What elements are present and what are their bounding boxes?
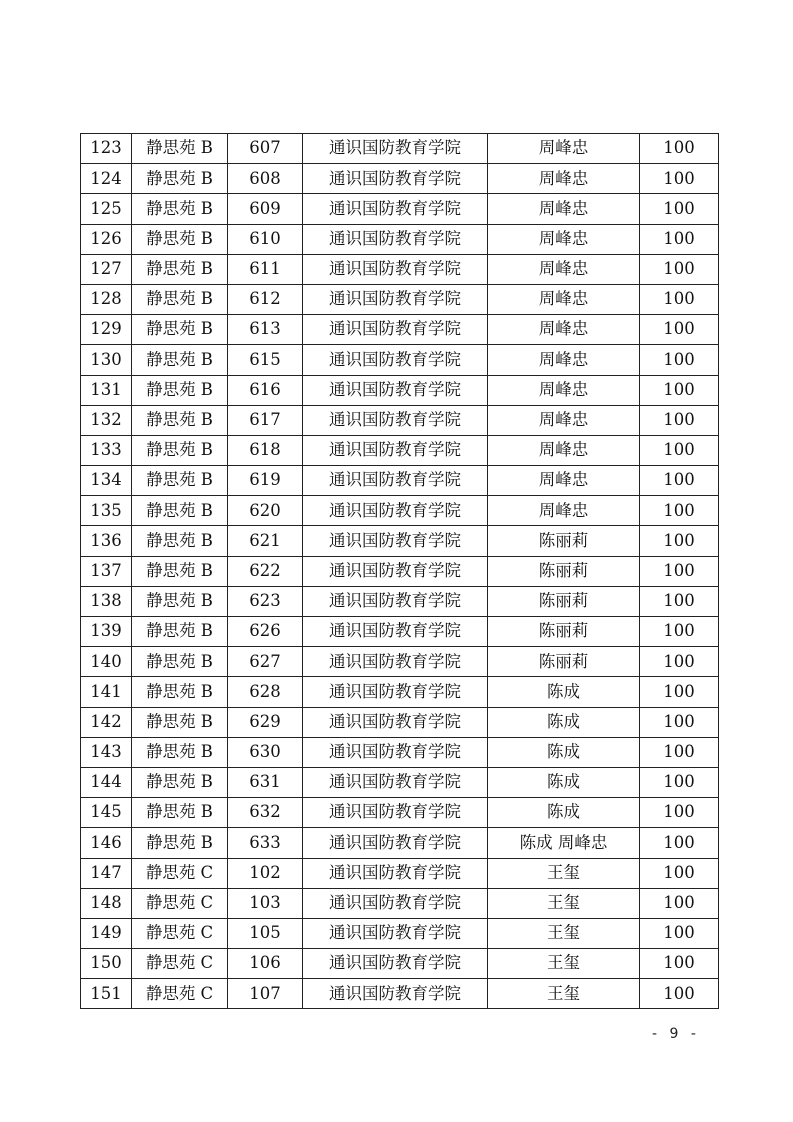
table-row [81, 828, 719, 858]
room-cell: 629 [228, 707, 303, 737]
row-number-cell: 144 [81, 767, 132, 797]
room-cell: 630 [228, 737, 303, 767]
score-cell: 100 [640, 405, 719, 435]
staff-cell: 周峰忠 [488, 375, 640, 405]
table-row [81, 767, 719, 797]
room-cell: 608 [228, 164, 303, 194]
row-number-cell: 136 [81, 526, 132, 556]
table-row [81, 556, 719, 586]
college-cell: 通识国防教育学院 [303, 677, 488, 707]
college-cell: 通识国防教育学院 [303, 828, 488, 858]
row-number-cell: 134 [81, 466, 132, 496]
college-cell: 通识国防教育学院 [303, 647, 488, 677]
college-cell: 通识国防教育学院 [303, 315, 488, 345]
row-number-cell: 130 [81, 345, 132, 375]
staff-cell: 陈成 [488, 767, 640, 797]
building-cell: 静思苑 B [132, 707, 228, 737]
row-number-cell: 142 [81, 707, 132, 737]
room-cell: 626 [228, 617, 303, 647]
room-cell: 611 [228, 254, 303, 284]
staff-cell: 周峰忠 [488, 315, 640, 345]
dormitory-score-table [80, 133, 719, 1009]
room-cell: 610 [228, 224, 303, 254]
college-cell: 通识国防教育学院 [303, 767, 488, 797]
score-cell: 100 [640, 496, 719, 526]
building-cell: 静思苑 B [132, 134, 228, 164]
building-cell: 静思苑 B [132, 284, 228, 314]
score-cell: 100 [640, 888, 719, 918]
building-cell: 静思苑 C [132, 858, 228, 888]
table-row [81, 345, 719, 375]
table-row [81, 918, 719, 948]
room-cell: 103 [228, 888, 303, 918]
room-cell: 633 [228, 828, 303, 858]
room-cell: 627 [228, 647, 303, 677]
table-row [81, 496, 719, 526]
building-cell: 静思苑 B [132, 556, 228, 586]
building-cell: 静思苑 B [132, 254, 228, 284]
score-cell: 100 [640, 466, 719, 496]
table-row [81, 526, 719, 556]
room-cell: 612 [228, 284, 303, 314]
table-row [81, 949, 719, 979]
table-row [81, 888, 719, 918]
row-number-cell: 124 [81, 164, 132, 194]
college-cell: 通识国防教育学院 [303, 526, 488, 556]
row-number-cell: 128 [81, 284, 132, 314]
staff-cell: 周峰忠 [488, 284, 640, 314]
building-cell: 静思苑 B [132, 767, 228, 797]
college-cell: 通识国防教育学院 [303, 405, 488, 435]
staff-cell: 周峰忠 [488, 405, 640, 435]
room-cell: 106 [228, 949, 303, 979]
row-number-cell: 126 [81, 224, 132, 254]
room-cell: 609 [228, 194, 303, 224]
score-cell: 100 [640, 164, 719, 194]
staff-cell: 周峰忠 [488, 134, 640, 164]
building-cell: 静思苑 C [132, 949, 228, 979]
staff-cell: 周峰忠 [488, 164, 640, 194]
row-number-cell: 129 [81, 315, 132, 345]
staff-cell: 陈丽莉 [488, 586, 640, 616]
score-cell: 100 [640, 586, 719, 616]
room-cell: 628 [228, 677, 303, 707]
staff-cell: 陈成 [488, 707, 640, 737]
staff-cell: 陈丽莉 [488, 526, 640, 556]
staff-cell: 王玺 [488, 858, 640, 888]
building-cell: 静思苑 B [132, 194, 228, 224]
row-number-cell: 137 [81, 556, 132, 586]
score-cell: 100 [640, 526, 719, 556]
score-cell: 100 [640, 767, 719, 797]
college-cell: 通识国防教育学院 [303, 737, 488, 767]
table-row [81, 194, 719, 224]
room-cell: 607 [228, 134, 303, 164]
score-cell: 100 [640, 949, 719, 979]
staff-cell: 陈成 [488, 798, 640, 828]
row-number-cell: 151 [81, 979, 132, 1009]
table-row [81, 798, 719, 828]
staff-cell: 陈丽莉 [488, 617, 640, 647]
table-row [81, 979, 719, 1009]
building-cell: 静思苑 B [132, 647, 228, 677]
score-cell: 100 [640, 435, 719, 465]
room-cell: 621 [228, 526, 303, 556]
building-cell: 静思苑 B [132, 466, 228, 496]
room-cell: 620 [228, 496, 303, 526]
staff-cell: 陈丽莉 [488, 556, 640, 586]
table-row [81, 707, 719, 737]
college-cell: 通识国防教育学院 [303, 617, 488, 647]
college-cell: 通识国防教育学院 [303, 858, 488, 888]
row-number-cell: 132 [81, 405, 132, 435]
building-cell: 静思苑 C [132, 888, 228, 918]
staff-cell: 周峰忠 [488, 496, 640, 526]
score-cell: 100 [640, 315, 719, 345]
building-cell: 静思苑 B [132, 405, 228, 435]
building-cell: 静思苑 B [132, 496, 228, 526]
college-cell: 通识国防教育学院 [303, 888, 488, 918]
room-cell: 631 [228, 767, 303, 797]
building-cell: 静思苑 B [132, 315, 228, 345]
row-number-cell: 146 [81, 828, 132, 858]
college-cell: 通识国防教育学院 [303, 949, 488, 979]
score-cell: 100 [640, 828, 719, 858]
building-cell: 静思苑 B [132, 375, 228, 405]
building-cell: 静思苑 B [132, 435, 228, 465]
row-number-cell: 135 [81, 496, 132, 526]
table-row [81, 284, 719, 314]
room-cell: 102 [228, 858, 303, 888]
table-row [81, 254, 719, 284]
row-number-cell: 125 [81, 194, 132, 224]
table-row [81, 647, 719, 677]
staff-cell: 王玺 [488, 979, 640, 1009]
row-number-cell: 139 [81, 617, 132, 647]
building-cell: 静思苑 B [132, 737, 228, 767]
row-number-cell: 140 [81, 647, 132, 677]
score-cell: 100 [640, 345, 719, 375]
building-cell: 静思苑 B [132, 828, 228, 858]
score-cell: 100 [640, 134, 719, 164]
college-cell: 通识国防教育学院 [303, 586, 488, 616]
score-cell: 100 [640, 858, 719, 888]
score-cell: 100 [640, 707, 719, 737]
score-cell: 100 [640, 194, 719, 224]
score-cell: 100 [640, 617, 719, 647]
room-cell: 107 [228, 979, 303, 1009]
row-number-cell: 141 [81, 677, 132, 707]
row-number-cell: 127 [81, 254, 132, 284]
room-cell: 623 [228, 586, 303, 616]
table-row [81, 435, 719, 465]
row-number-cell: 133 [81, 435, 132, 465]
college-cell: 通识国防教育学院 [303, 134, 488, 164]
college-cell: 通识国防教育学院 [303, 496, 488, 526]
score-cell: 100 [640, 918, 719, 948]
staff-cell: 王玺 [488, 918, 640, 948]
staff-cell: 周峰忠 [488, 194, 640, 224]
table-row [81, 858, 719, 888]
score-cell: 100 [640, 284, 719, 314]
room-cell: 619 [228, 466, 303, 496]
score-cell: 100 [640, 254, 719, 284]
table-row [81, 466, 719, 496]
row-number-cell: 123 [81, 134, 132, 164]
table-row [81, 164, 719, 194]
college-cell: 通识国防教育学院 [303, 284, 488, 314]
college-cell: 通识国防教育学院 [303, 375, 488, 405]
row-number-cell: 147 [81, 858, 132, 888]
room-cell: 613 [228, 315, 303, 345]
staff-cell: 陈丽莉 [488, 647, 640, 677]
row-number-cell: 143 [81, 737, 132, 767]
table-row [81, 375, 719, 405]
college-cell: 通识国防教育学院 [303, 254, 488, 284]
row-number-cell: 149 [81, 918, 132, 948]
building-cell: 静思苑 B [132, 677, 228, 707]
room-cell: 615 [228, 345, 303, 375]
building-cell: 静思苑 B [132, 526, 228, 556]
table-row [81, 315, 719, 345]
score-cell: 100 [640, 677, 719, 707]
staff-cell: 周峰忠 [488, 224, 640, 254]
staff-cell: 王玺 [488, 888, 640, 918]
college-cell: 通识国防教育学院 [303, 345, 488, 375]
staff-cell: 周峰忠 [488, 345, 640, 375]
table-row [81, 134, 719, 164]
building-cell: 静思苑 C [132, 918, 228, 948]
page-number: - 9 - [652, 1026, 700, 1042]
score-cell: 100 [640, 737, 719, 767]
college-cell: 通识国防教育学院 [303, 979, 488, 1009]
room-cell: 622 [228, 556, 303, 586]
building-cell: 静思苑 B [132, 164, 228, 194]
staff-cell: 周峰忠 [488, 435, 640, 465]
staff-cell: 王玺 [488, 949, 640, 979]
table-row [81, 677, 719, 707]
college-cell: 通识国防教育学院 [303, 224, 488, 254]
staff-cell: 周峰忠 [488, 254, 640, 284]
college-cell: 通识国防教育学院 [303, 918, 488, 948]
table-row [81, 737, 719, 767]
building-cell: 静思苑 B [132, 798, 228, 828]
staff-cell: 周峰忠 [488, 466, 640, 496]
table-row [81, 586, 719, 616]
building-cell: 静思苑 B [132, 586, 228, 616]
row-number-cell: 138 [81, 586, 132, 616]
score-cell: 100 [640, 647, 719, 677]
staff-cell: 陈成 周峰忠 [488, 828, 640, 858]
building-cell: 静思苑 B [132, 617, 228, 647]
score-cell: 100 [640, 556, 719, 586]
table-row [81, 405, 719, 435]
college-cell: 通识国防教育学院 [303, 435, 488, 465]
building-cell: 静思苑 B [132, 345, 228, 375]
college-cell: 通识国防教育学院 [303, 194, 488, 224]
score-cell: 100 [640, 375, 719, 405]
college-cell: 通识国防教育学院 [303, 798, 488, 828]
college-cell: 通识国防教育学院 [303, 164, 488, 194]
row-number-cell: 148 [81, 888, 132, 918]
room-cell: 632 [228, 798, 303, 828]
row-number-cell: 145 [81, 798, 132, 828]
room-cell: 616 [228, 375, 303, 405]
college-cell: 通识国防教育学院 [303, 556, 488, 586]
room-cell: 618 [228, 435, 303, 465]
building-cell: 静思苑 C [132, 979, 228, 1009]
room-cell: 617 [228, 405, 303, 435]
college-cell: 通识国防教育学院 [303, 466, 488, 496]
row-number-cell: 150 [81, 949, 132, 979]
room-cell: 105 [228, 918, 303, 948]
college-cell: 通识国防教育学院 [303, 707, 488, 737]
table-row [81, 617, 719, 647]
score-cell: 100 [640, 224, 719, 254]
score-cell: 100 [640, 979, 719, 1009]
table-row [81, 224, 719, 254]
staff-cell: 陈成 [488, 677, 640, 707]
staff-cell: 陈成 [488, 737, 640, 767]
building-cell: 静思苑 B [132, 224, 228, 254]
score-cell: 100 [640, 798, 719, 828]
row-number-cell: 131 [81, 375, 132, 405]
table-body [81, 134, 719, 1009]
